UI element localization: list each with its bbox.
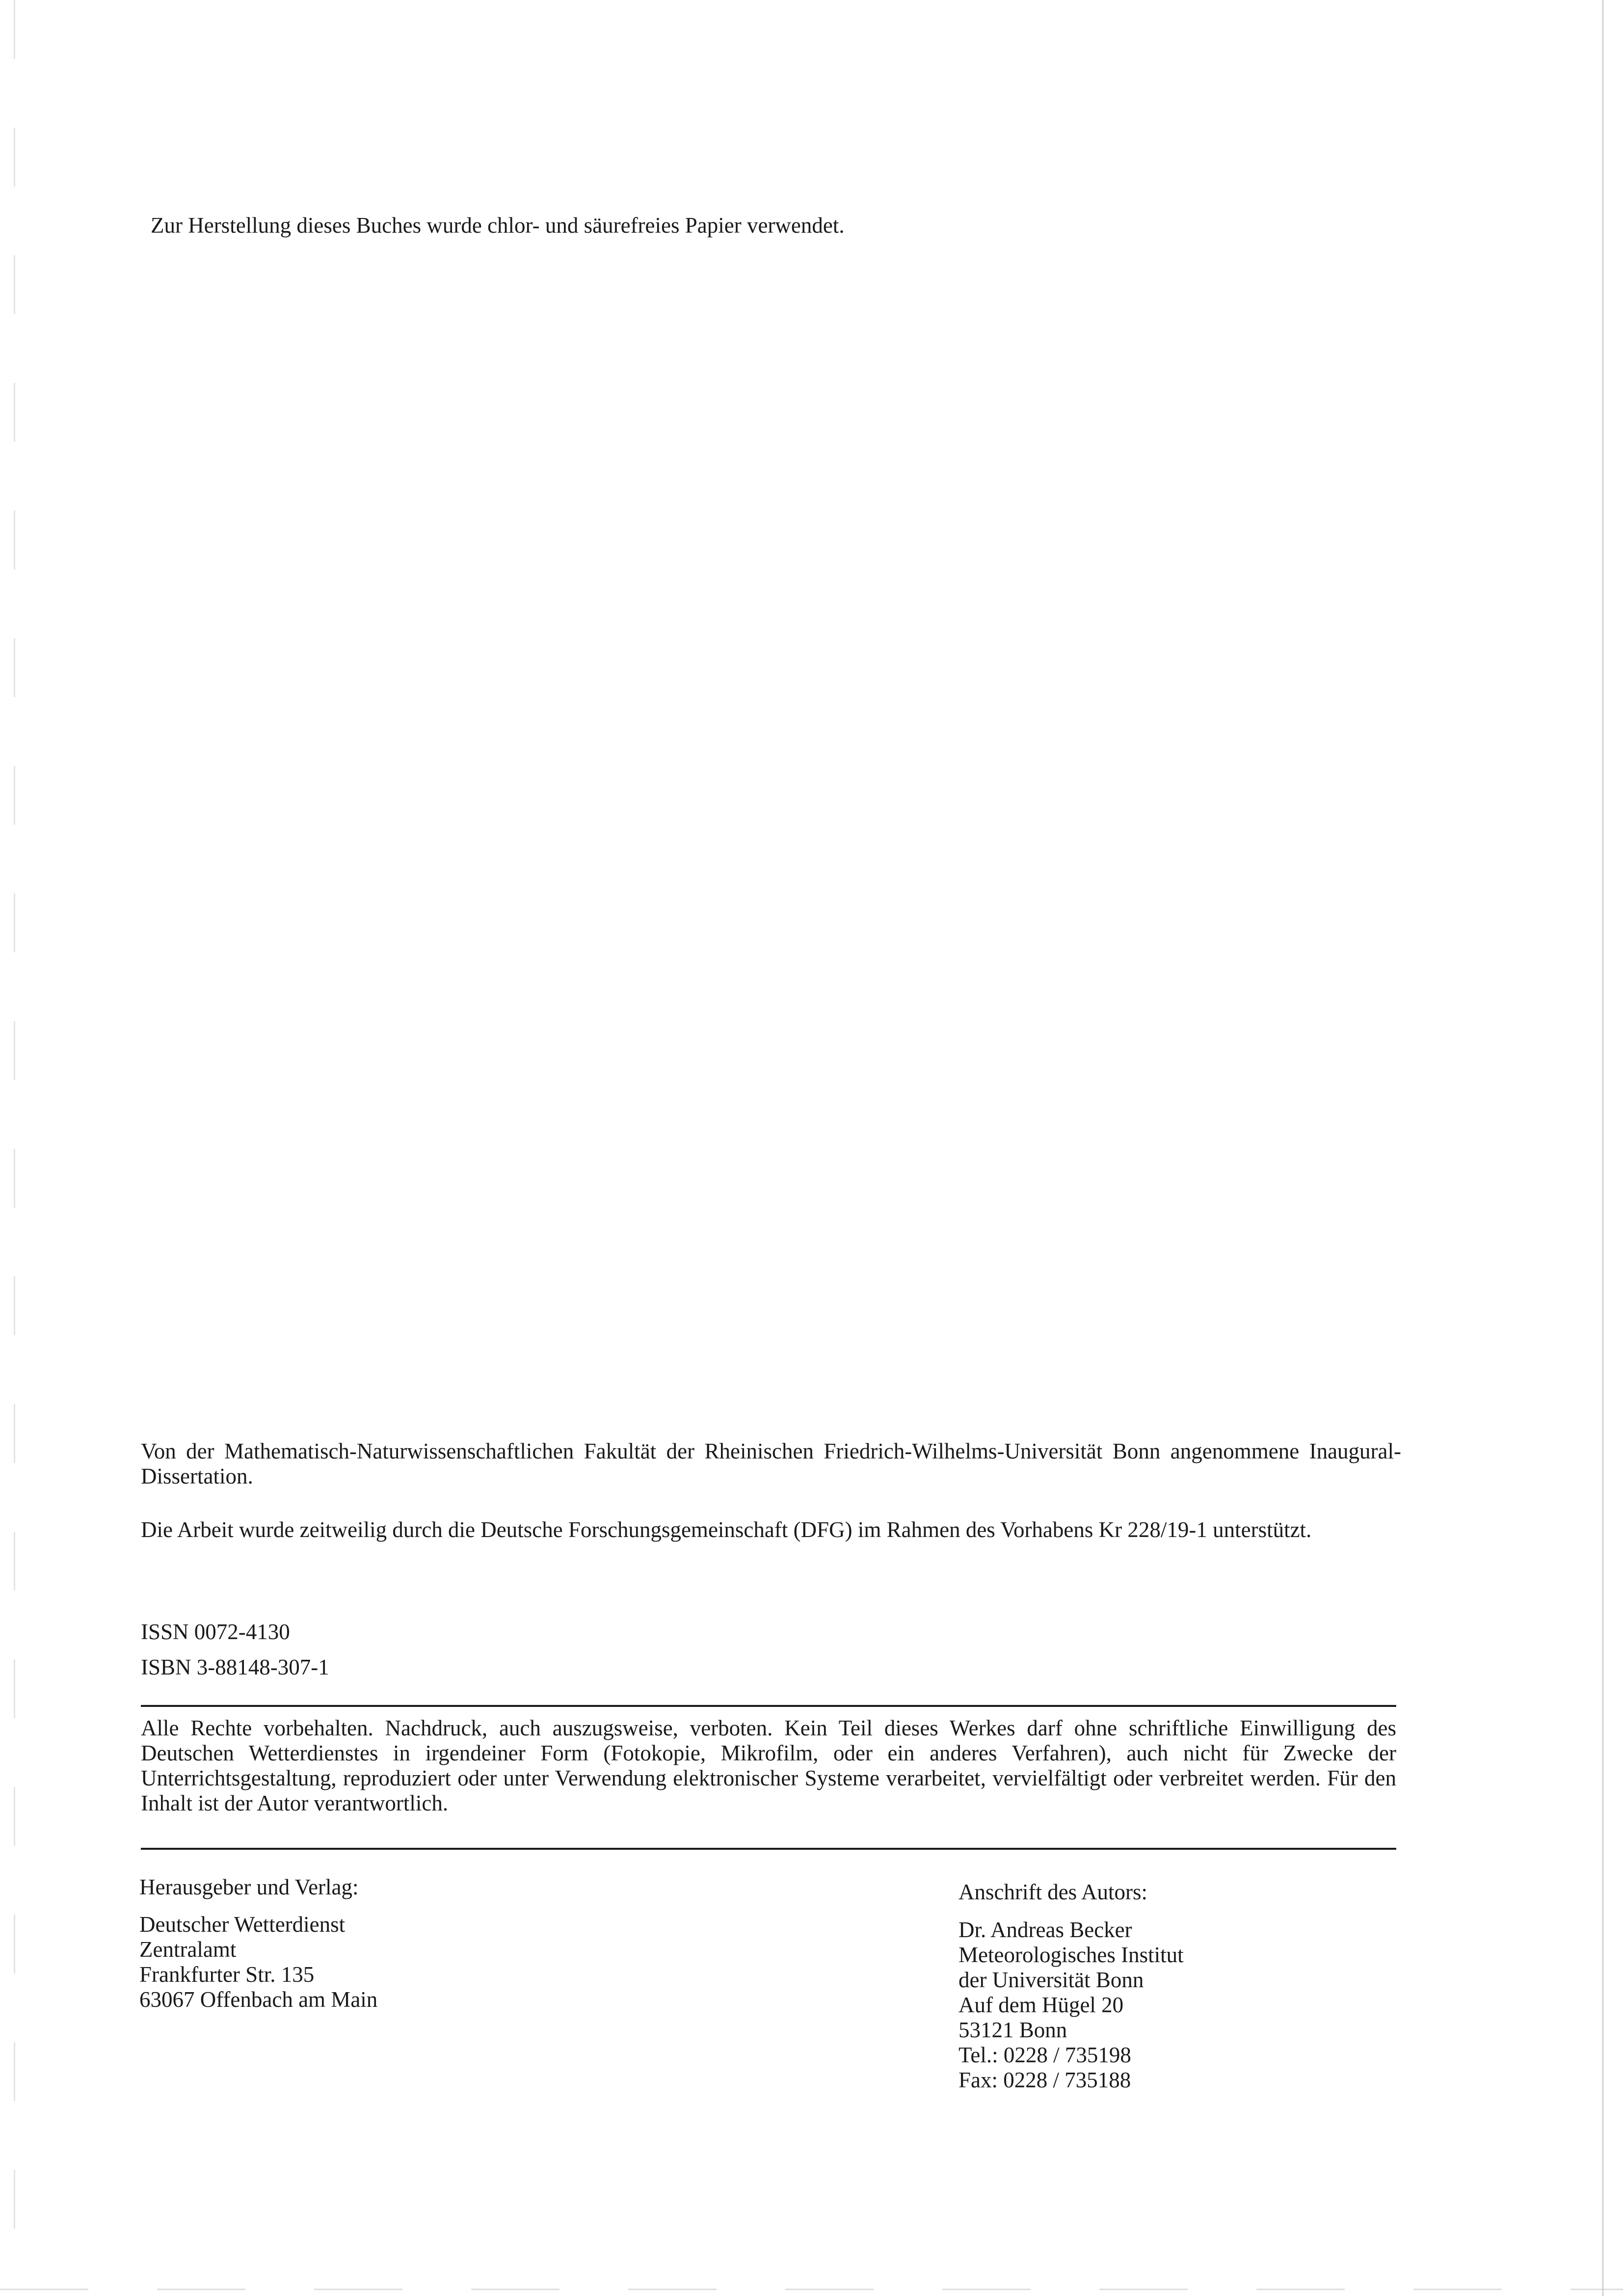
paper-note: Zur Herstellung dieses Buches wurde chlor- und säurefreies Papier verwendet. xyxy=(151,213,845,238)
publisher-line: Zentralamt xyxy=(139,1937,237,1962)
author-address xyxy=(958,1918,1184,2093)
faculty-note: Von der Mathematisch-Naturwissenschaftlichen Fakultät der Rheinischen Friedrich-Wilhelms-Universität Bonn angenommene Inaugural-Dissertation. xyxy=(141,1439,1401,1488)
author-line: Meteorologisches Institut xyxy=(958,1943,1184,1967)
dfg-note: Die Arbeit wurde zeitweilig durch die Deutsche Forschungsgemeinschaft (DFG) im Rahmen des Vorhabens Kr 228/19-1 unterstützt. xyxy=(141,1517,1312,1542)
author-line: Dr. Andreas Becker xyxy=(958,1918,1132,1942)
isbn: ISBN 3-88148-307-1 xyxy=(141,1655,329,1679)
issn: ISSN 0072-4130 xyxy=(141,1620,290,1644)
scan-edge-left xyxy=(14,0,15,2296)
rights-rule-bottom xyxy=(141,1848,1396,1850)
publisher-line: Frankfurter Str. 135 xyxy=(139,1962,315,1987)
author-line: 53121 Bonn xyxy=(958,2018,1067,2042)
author-line: Fax: 0228 / 735188 xyxy=(958,2068,1131,2092)
publisher-line: Deutscher Wetterdienst xyxy=(139,1912,346,1937)
publisher-address xyxy=(139,1912,377,2012)
author-line: Auf dem Hügel 20 xyxy=(958,1993,1124,2017)
rights-notice: Alle Rechte vorbehalten. Nachdruck, auch auszugsweise, verboten. Kein Teil dieses Werkes darf ohne schriftliche Einwilligung des Deutschen Wetterdienstes in irgendeiner Form (Fotokopie, Mikrofilm, oder ein anderes Verfahren), auch nicht für Zwecke der Unterrichtsgestaltung, reproduziert oder unter Verwendung elektronischer Systeme verarbeitet, vervielfältigt oder verbreitet werden. Für den Inhalt ist der Autor verantwortlich. xyxy=(141,1716,1396,1815)
scan-edge-bottom xyxy=(0,2289,1623,2290)
rights-rule-top xyxy=(141,1705,1396,1707)
author-heading: Anschrift des Autors: xyxy=(958,1880,1147,1904)
author-line: der Universität Bonn xyxy=(958,1968,1144,1992)
publisher-line: 63067 Offenbach am Main xyxy=(139,1987,378,2012)
publisher-heading: Herausgeber und Verlag: xyxy=(139,1875,359,1899)
scan-edge-right xyxy=(1602,0,1604,2296)
author-line: Tel.: 0228 / 735198 xyxy=(958,2043,1131,2067)
